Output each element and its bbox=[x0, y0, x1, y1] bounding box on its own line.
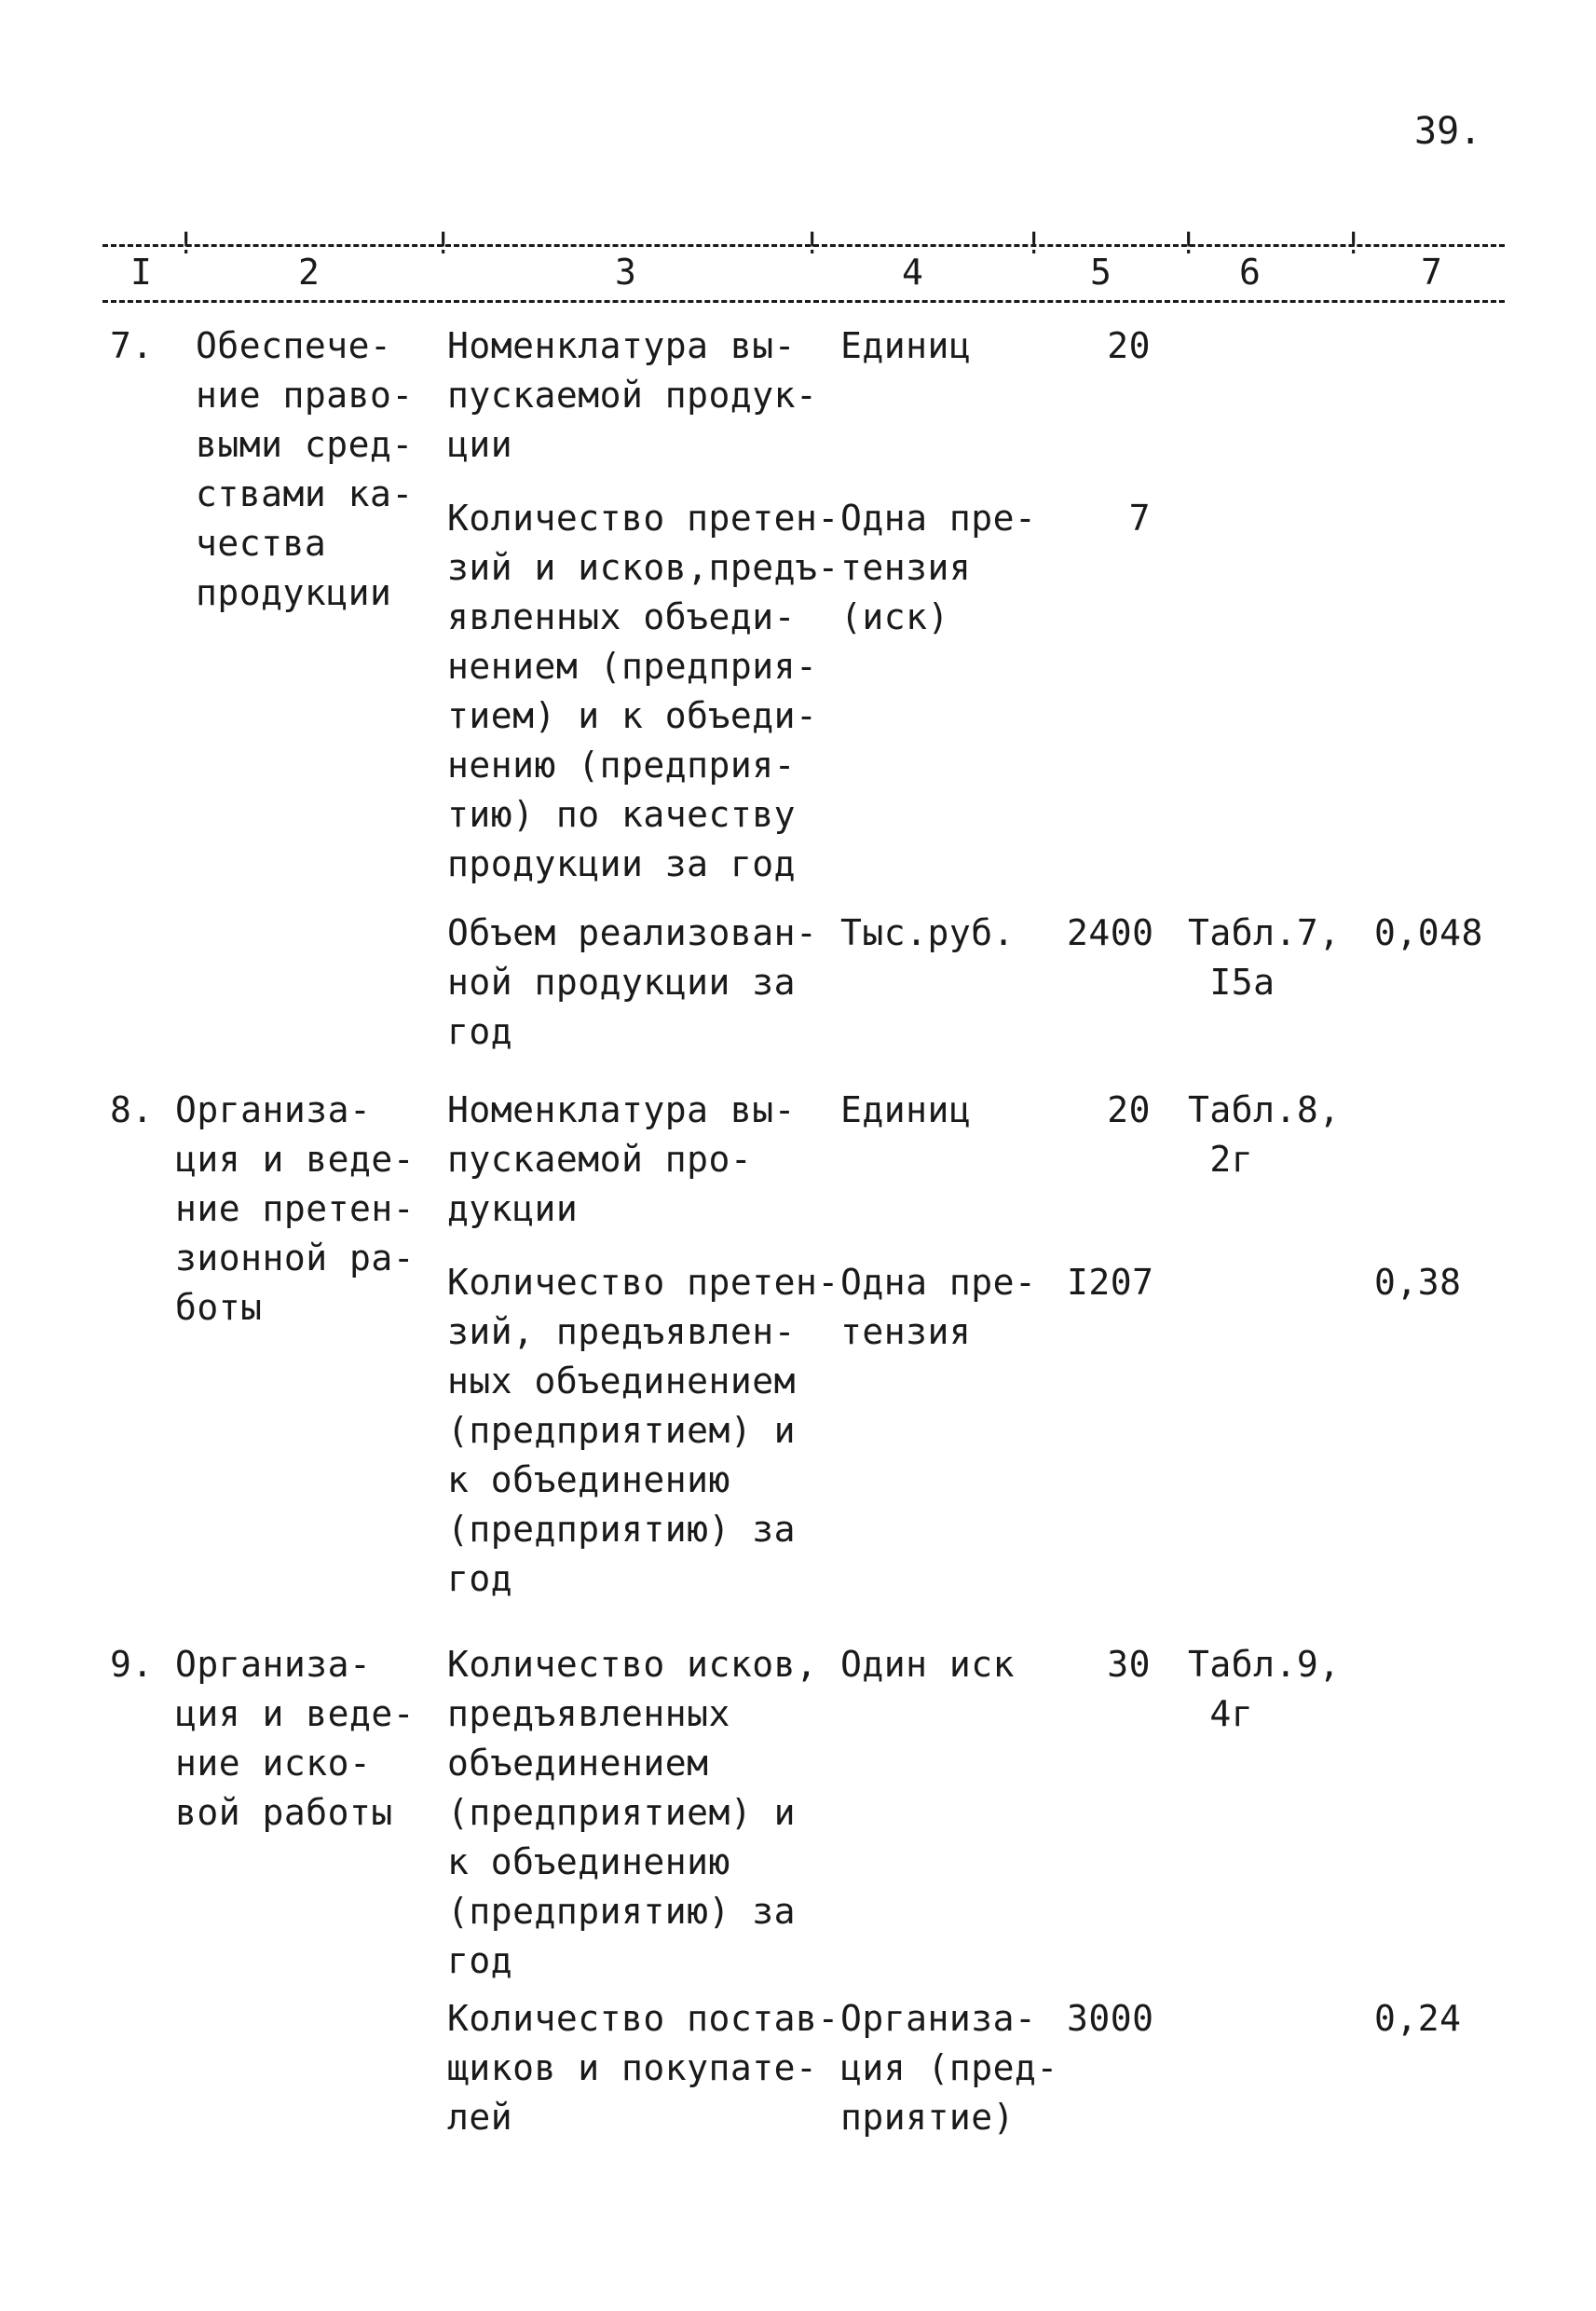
column-header-4: 4 bbox=[902, 252, 923, 293]
column-separator: ! bbox=[803, 226, 822, 261]
indicator-text: Номенклатура вы- пускаемой продук- ции bbox=[447, 325, 818, 465]
indicator-text: Объем реализован- ной продукции за год bbox=[447, 912, 818, 1052]
section-number: 7. bbox=[110, 325, 154, 366]
indicator-text: Количество исков, предъявленных объединением (предприятием) и к объединению (предприятию) за год bbox=[447, 1644, 818, 1981]
column-separator: ! bbox=[1025, 226, 1044, 261]
unit-text: Один иск bbox=[840, 1644, 1016, 1685]
unit-text: Одна пре- тензия (иск) bbox=[840, 498, 1037, 637]
column-separator: ! bbox=[177, 226, 196, 261]
source-text: Табл.7, I5а bbox=[1188, 912, 1341, 1003]
value-text: I207 bbox=[1067, 1262, 1154, 1303]
coefficient-text: 0,24 bbox=[1374, 1998, 1462, 2039]
section-number: 9. bbox=[110, 1644, 154, 1685]
value-text: 20 bbox=[1107, 325, 1151, 366]
column-header-5: 5 bbox=[1090, 252, 1112, 293]
value-text: 3000 bbox=[1067, 1998, 1154, 2039]
indicator-text: Номенклатура вы- пускаемой про- дукции bbox=[447, 1089, 797, 1229]
section-title: Организа- ция и веде- ние претен- зионной ра- боты bbox=[175, 1089, 416, 1328]
header-bottom-rule bbox=[102, 300, 1505, 303]
column-header-2: 2 bbox=[298, 252, 320, 293]
column-header-7: 7 bbox=[1421, 252, 1442, 293]
indicator-text: Количество претен- зий и исков,предъ- явленных объеди- нением (предприя- тием) и к объеди- нению (предприя- тию) по качеству продукции за год bbox=[447, 498, 839, 884]
indicator-text: Количество претен- зий, предъявлен- ных объединением (предприятием) и к объединению (предприятию) за год bbox=[447, 1262, 839, 1599]
value-text: 30 bbox=[1107, 1644, 1151, 1685]
indicator-text: Количество постав- щиков и покупате- лей bbox=[447, 1998, 839, 2138]
column-separator: ! bbox=[1180, 226, 1198, 261]
column-separator: ! bbox=[1344, 226, 1363, 261]
column-header-6: 6 bbox=[1239, 252, 1261, 293]
table-header bbox=[102, 224, 1505, 308]
unit-text: Одна пре- тензия bbox=[840, 1262, 1037, 1352]
section-number: 8. bbox=[110, 1089, 154, 1130]
unit-text: Тыс.руб. bbox=[840, 912, 1016, 953]
column-separator: ! bbox=[434, 226, 453, 261]
coefficient-text: 0,38 bbox=[1374, 1262, 1462, 1303]
section-title: Обеспече- ние право- выми сред- ствами ка- чества продукции bbox=[196, 325, 414, 613]
value-text: 20 bbox=[1107, 1089, 1151, 1130]
unit-text: Единиц bbox=[840, 1089, 972, 1130]
unit-text: Организа- ция (пред- приятие) bbox=[840, 1998, 1058, 2138]
value-text: 2400 bbox=[1067, 912, 1154, 953]
column-header-1: I bbox=[130, 252, 152, 293]
value-text: 7 bbox=[1128, 498, 1151, 539]
source-text: Табл.9, 4г bbox=[1188, 1644, 1341, 1734]
section-title: Организа- ция и веде- ние иско- вой работы bbox=[175, 1644, 416, 1833]
coefficient-text: 0,048 bbox=[1374, 912, 1483, 953]
unit-text: Единиц bbox=[840, 325, 972, 366]
source-text: Табл.8, 2г bbox=[1188, 1089, 1341, 1180]
page-number: 39. bbox=[1414, 110, 1482, 153]
column-header-3: 3 bbox=[615, 252, 636, 293]
